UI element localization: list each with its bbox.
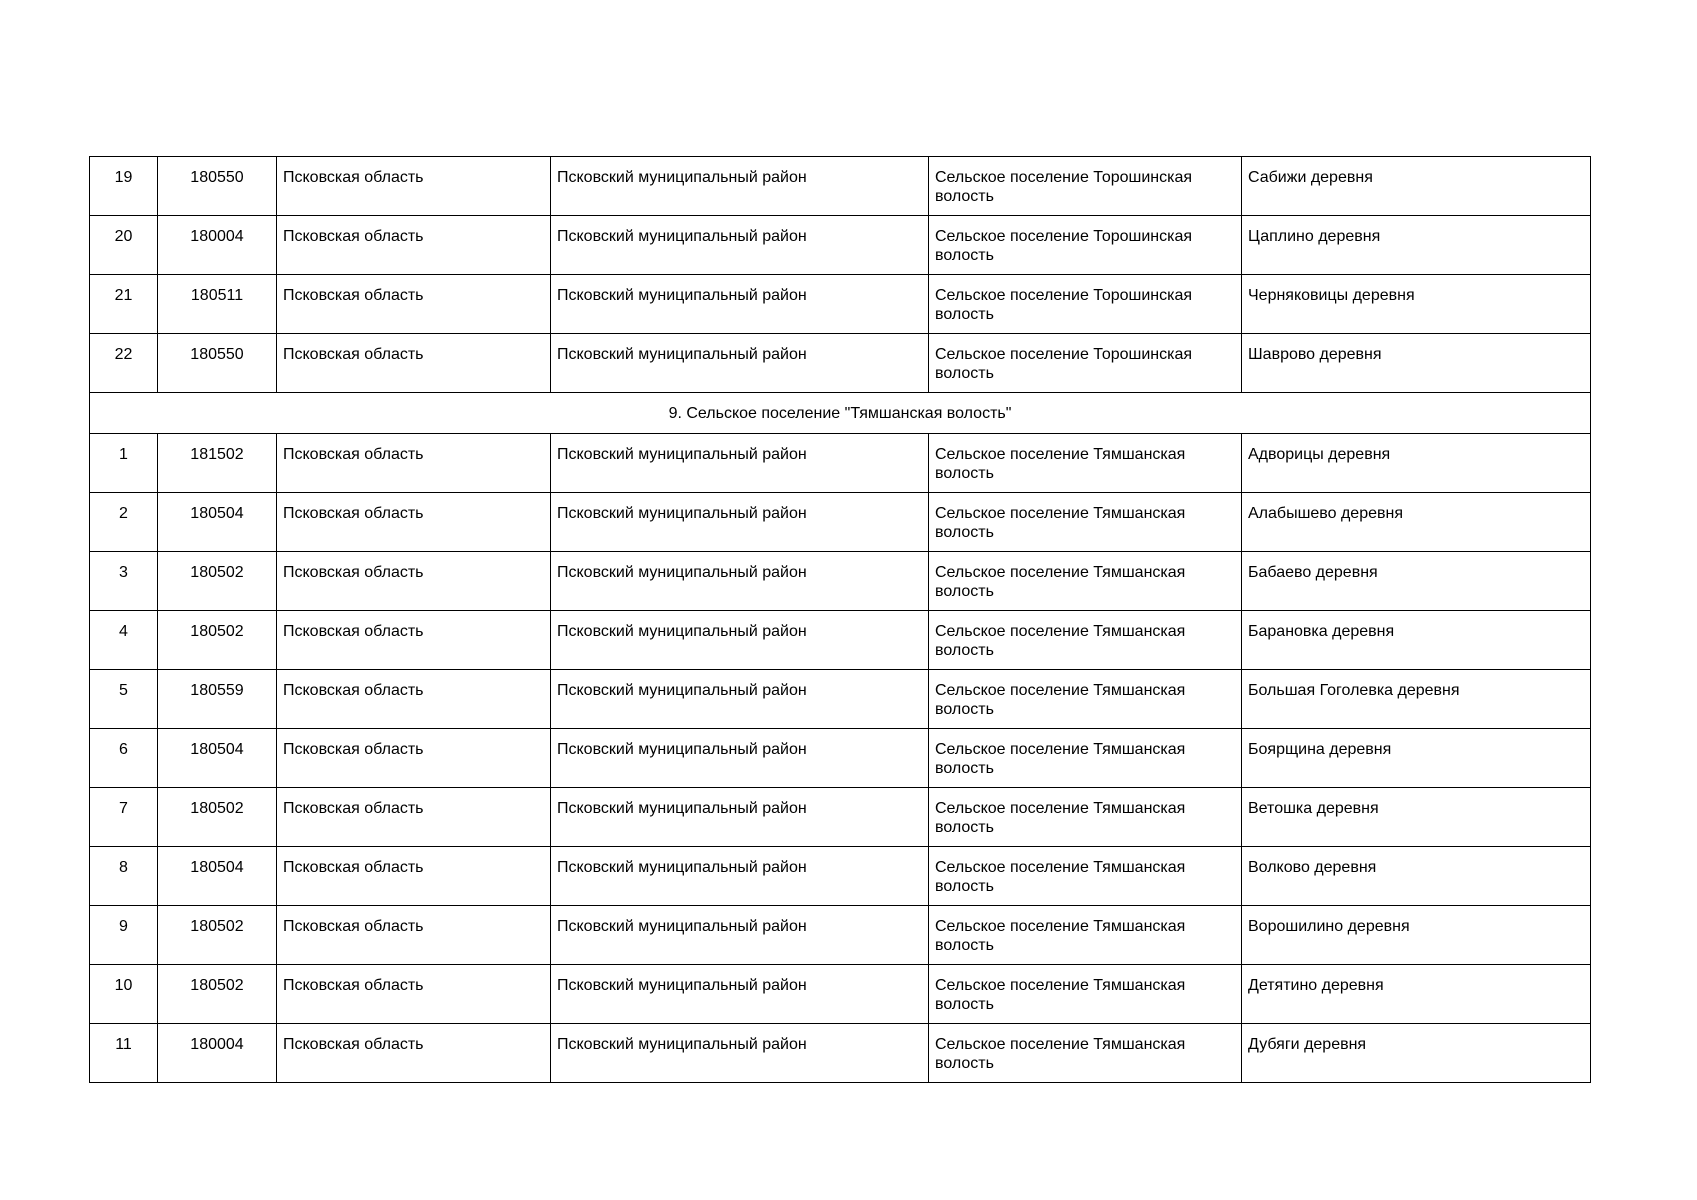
settlement-cell: Сельское поселение Тямшанская волость: [929, 552, 1242, 611]
table-row: [90, 334, 1591, 393]
locality-cell: Сабижи деревня: [1242, 157, 1591, 216]
row-number: 3: [90, 552, 158, 611]
locality-cell: Бабаево деревня: [1242, 552, 1591, 611]
row-number: 10: [90, 965, 158, 1024]
settlement-cell: Сельское поселение Торошинская волость: [929, 216, 1242, 275]
region-cell: Псковская область: [277, 670, 551, 729]
postal-code: 180502: [158, 552, 277, 611]
settlement-cell: Сельское поселение Тямшанская волость: [929, 434, 1242, 493]
table-row: [90, 216, 1591, 275]
locality-cell: Волково деревня: [1242, 847, 1591, 906]
postal-code: 180502: [158, 965, 277, 1024]
row-number: 6: [90, 729, 158, 788]
row-number: 7: [90, 788, 158, 847]
postal-code: 180504: [158, 729, 277, 788]
locality-cell: Черняковицы деревня: [1242, 275, 1591, 334]
postal-code: 180004: [158, 216, 277, 275]
district-cell: Псковский муниципальный район: [551, 157, 929, 216]
section-header: 9. Сельское поселение "Тямшанская волость": [90, 393, 1591, 434]
section-header-row: [90, 393, 1591, 434]
locality-cell: Ворошилино деревня: [1242, 906, 1591, 965]
region-cell: Псковская область: [277, 157, 551, 216]
region-cell: Псковская область: [277, 1024, 551, 1083]
row-number: 11: [90, 1024, 158, 1083]
postal-code: 180511: [158, 275, 277, 334]
settlement-cell: Сельское поселение Тямшанская волость: [929, 906, 1242, 965]
district-cell: Псковский муниципальный район: [551, 493, 929, 552]
region-cell: Псковская область: [277, 552, 551, 611]
postal-code: 180502: [158, 611, 277, 670]
district-cell: Псковский муниципальный район: [551, 275, 929, 334]
row-number: 4: [90, 611, 158, 670]
locality-cell: Боярщина деревня: [1242, 729, 1591, 788]
settlement-cell: Сельское поселение Тямшанская волость: [929, 965, 1242, 1024]
table-row: [90, 729, 1591, 788]
row-number: 8: [90, 847, 158, 906]
table-row: [90, 1024, 1591, 1083]
region-cell: Псковская область: [277, 847, 551, 906]
table-row: [90, 847, 1591, 906]
row-number: 21: [90, 275, 158, 334]
locality-cell: Шаврово деревня: [1242, 334, 1591, 393]
locality-cell: Детятино деревня: [1242, 965, 1591, 1024]
locality-cell: Алабышево деревня: [1242, 493, 1591, 552]
locality-cell: Адворицы деревня: [1242, 434, 1591, 493]
region-cell: Псковская область: [277, 611, 551, 670]
region-cell: Псковская область: [277, 434, 551, 493]
region-cell: Псковская область: [277, 493, 551, 552]
postal-code: 181502: [158, 434, 277, 493]
postal-code: 180004: [158, 1024, 277, 1083]
region-cell: Псковская область: [277, 275, 551, 334]
table-row: [90, 965, 1591, 1024]
region-cell: Псковская область: [277, 216, 551, 275]
postal-code: 180504: [158, 493, 277, 552]
postal-code: 180559: [158, 670, 277, 729]
table-row: [90, 552, 1591, 611]
settlement-cell: Сельское поселение Тямшанская волость: [929, 493, 1242, 552]
district-cell: Псковский муниципальный район: [551, 906, 929, 965]
table-row: [90, 275, 1591, 334]
district-cell: Псковский муниципальный район: [551, 788, 929, 847]
district-cell: Псковский муниципальный район: [551, 334, 929, 393]
settlement-cell: Сельское поселение Торошинская волость: [929, 275, 1242, 334]
district-cell: Псковский муниципальный район: [551, 1024, 929, 1083]
postal-code: 180502: [158, 788, 277, 847]
locality-cell: Ветошка деревня: [1242, 788, 1591, 847]
table-row: [90, 434, 1591, 493]
table-row: [90, 157, 1591, 216]
district-cell: Псковский муниципальный район: [551, 847, 929, 906]
table-row: [90, 788, 1591, 847]
row-number: 1: [90, 434, 158, 493]
table-row: [90, 611, 1591, 670]
region-cell: Псковская область: [277, 965, 551, 1024]
settlement-cell: Сельское поселение Тямшанская волость: [929, 1024, 1242, 1083]
district-cell: Псковский муниципальный район: [551, 729, 929, 788]
row-number: 5: [90, 670, 158, 729]
postal-code: 180550: [158, 334, 277, 393]
row-number: 20: [90, 216, 158, 275]
table-row: [90, 906, 1591, 965]
settlement-cell: Сельское поселение Торошинская волость: [929, 334, 1242, 393]
region-cell: Псковская область: [277, 729, 551, 788]
region-cell: Псковская область: [277, 906, 551, 965]
settlement-cell: Сельское поселение Торошинская волость: [929, 157, 1242, 216]
row-number: 19: [90, 157, 158, 216]
postal-code: 180550: [158, 157, 277, 216]
table-row: [90, 670, 1591, 729]
settlements-table: [89, 156, 1591, 1083]
region-cell: Псковская область: [277, 334, 551, 393]
row-number: 9: [90, 906, 158, 965]
table-row: [90, 493, 1591, 552]
settlement-cell: Сельское поселение Тямшанская волость: [929, 611, 1242, 670]
postal-code: 180504: [158, 847, 277, 906]
district-cell: Псковский муниципальный район: [551, 965, 929, 1024]
settlement-cell: Сельское поселение Тямшанская волость: [929, 670, 1242, 729]
district-cell: Псковский муниципальный район: [551, 552, 929, 611]
settlement-cell: Сельское поселение Тямшанская волость: [929, 729, 1242, 788]
district-cell: Псковский муниципальный район: [551, 670, 929, 729]
row-number: 22: [90, 334, 158, 393]
postal-code: 180502: [158, 906, 277, 965]
locality-cell: Дубяги деревня: [1242, 1024, 1591, 1083]
locality-cell: Цаплино деревня: [1242, 216, 1591, 275]
district-cell: Псковский муниципальный район: [551, 434, 929, 493]
settlement-cell: Сельское поселение Тямшанская волость: [929, 847, 1242, 906]
district-cell: Псковский муниципальный район: [551, 611, 929, 670]
locality-cell: Большая Гоголевка деревня: [1242, 670, 1591, 729]
locality-cell: Барановка деревня: [1242, 611, 1591, 670]
row-number: 2: [90, 493, 158, 552]
region-cell: Псковская область: [277, 788, 551, 847]
settlement-cell: Сельское поселение Тямшанская волость: [929, 788, 1242, 847]
district-cell: Псковский муниципальный район: [551, 216, 929, 275]
